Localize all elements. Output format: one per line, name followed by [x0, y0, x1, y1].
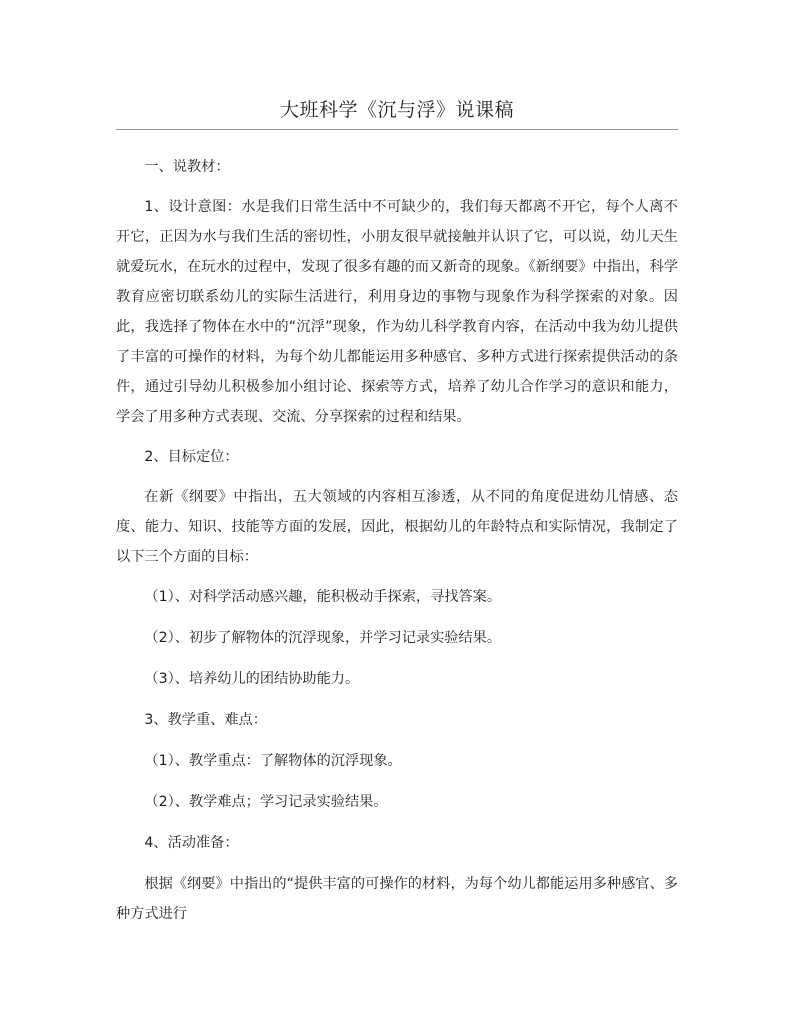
page-title: 大班科学《沉与浮》说课稿: [279, 99, 514, 121]
preparation-paragraph: 根据《纲要》中指出的“提供丰富的可操作的材料，为每个幼儿都能运用多种感官、多种方式进行: [116, 876, 678, 922]
title-divider: [116, 129, 678, 130]
key-point-item: （2）、教学难点；学习记录实验结果。: [144, 794, 388, 810]
objective-item: （3）、培养幼儿的团结协助能力。: [144, 671, 360, 687]
objective-item: （2）、初步了解物体的沉浮现象，并学习记录实验结果。: [144, 630, 502, 646]
goal-heading: 2、目标定位：: [144, 449, 239, 465]
objectives-list: [116, 582, 678, 694]
key-points-heading: 3、教学重、难点：: [144, 712, 267, 728]
preparation-heading: 4、活动准备：: [144, 835, 239, 851]
key-points-list: [116, 746, 678, 817]
document-body: [116, 152, 678, 929]
section-heading-teaching-material: 一、说教材：: [144, 159, 230, 175]
objective-item: （1）、对科学活动感兴趣，能积极动手探索，寻找答案。: [144, 589, 502, 605]
design-intent-paragraph: 1、设计意图：水是我们日常生活中不可缺少的，我们每天都离不开它，每个人离不开它，正因为水与我们生活的密切性，小朋友很早就接触并认识了它，可以说，幼儿天生就爱玩水，在玩水的过程中，发现了很多有趣的而又新奇的现象。《新纲要》中指出，科学教育应密切联系幼儿的实际生活进行，利用身边的事物与现象作为科学探索的对象。因此，我选择了物体在水中的“沉浮”现象，作为幼儿科学教育内容，在活动中我为幼儿提供了丰富的可操作的材料，为每个幼儿都能运用多种感官、多种方式进行探索提供活动的条件，通过引导幼儿积极参加小组讨论、探索等方式，培养了幼儿合作学习的意识和能力，学会了用多种方式表现、交流、分享探索的过程和结果。: [116, 199, 678, 425]
key-point-item: （1）、教学重点：了解物体的沉浮现象。: [144, 753, 402, 769]
goal-intro-paragraph: 在新《纲要》中指出，五大领域的内容相互渗透，从不同的角度促进幼儿情感、态度、能力、知识、技能等方面的发展，因此，根据幼儿的年龄特点和实际情况，我制定了以下三个方面的目标：: [116, 489, 678, 565]
